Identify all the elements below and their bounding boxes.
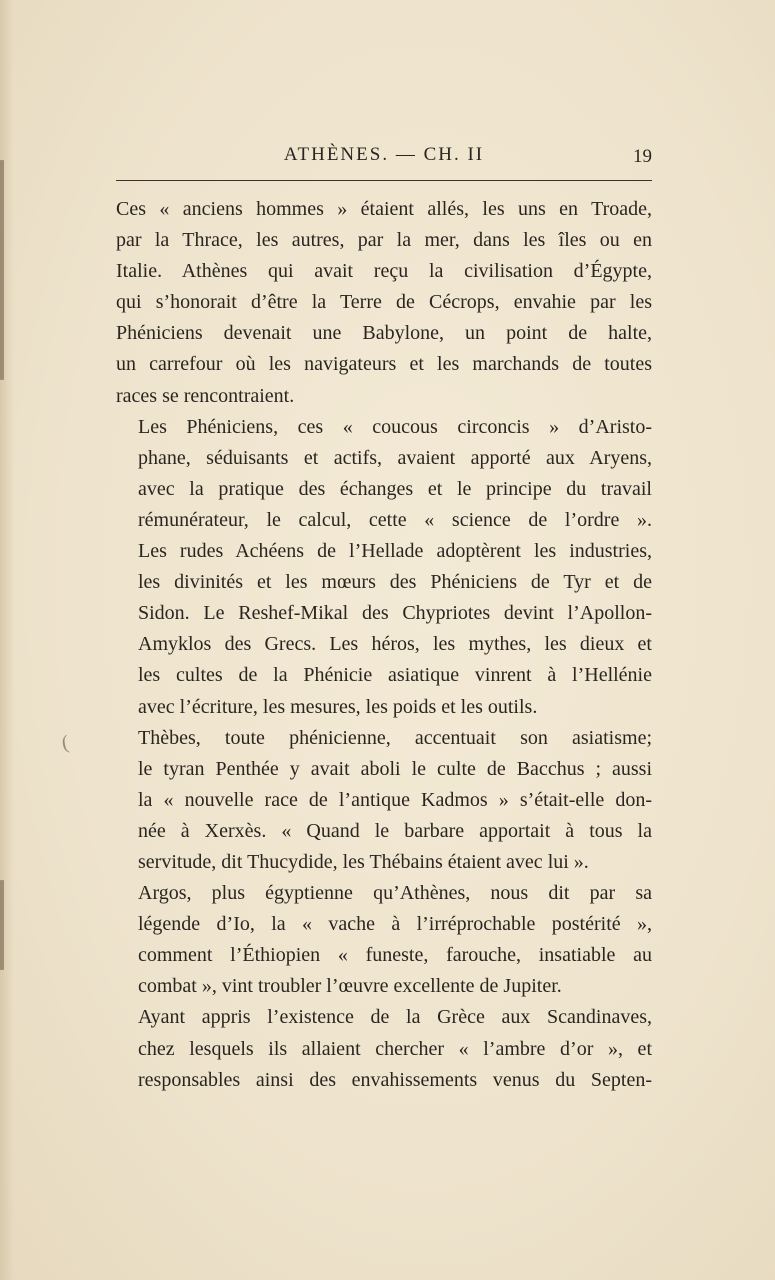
text-line: Ayant appris l’existence de la Grèce aux Scandinaves, — [138, 1006, 652, 1029]
text-line: rémunérateur, le calcul, cette « science de l’ordre ». — [138, 508, 652, 531]
text-line: née à Xerxès. « Quand le barbare apportait à tous la — [138, 819, 652, 842]
paragraph — [116, 723, 652, 878]
text-line: un carrefour où les navigateurs et les marchands de toutes — [116, 353, 652, 376]
text-line: combat », vint troubler l’œuvre excellente de Jupiter. — [138, 975, 562, 998]
text-line: Ces « anciens hommes » étaient allés, les uns en Troade, — [116, 198, 652, 220]
text-line: les divinités et les mœurs des Phéniciens de Tyr et de — [138, 571, 652, 594]
text-line: Sidon. Le Reshef-Mikal des Chypriotes devint l’Apollon- — [138, 602, 652, 625]
body-text — [116, 194, 652, 1096]
header-rule — [116, 180, 652, 181]
text-line: responsables ainsi des envahissements venus du Septen- — [138, 1068, 652, 1091]
text-line: les cultes de la Phénicie asiatique vinrent à l’Hellénie — [138, 664, 652, 687]
text-line: qui s’honorait d’être la Terre de Cécrops, envahie par les — [116, 291, 652, 314]
text-line: Argos, plus égyptienne qu’Athènes, nous dit par sa — [138, 882, 652, 905]
text-line: races se rencontraient. — [116, 384, 295, 407]
page-edge-mark — [0, 160, 4, 380]
text-line: Phéniciens devenait une Babylone, un point de halte, — [116, 322, 652, 345]
page-header — [116, 140, 652, 172]
paragraph — [116, 878, 652, 1002]
text-line: la « nouvelle race de l’antique Kadmos » s’était-elle don- — [138, 788, 652, 811]
text-line: servitude, dit Thucydide, les Thébains étaient avec lui ». — [138, 850, 589, 873]
text-line: Les Phéniciens, ces « coucous circoncis » d’Aristo- — [138, 415, 652, 438]
text-line: Thèbes, toute phénicienne, accentuait son asiatisme; — [138, 726, 652, 749]
running-head: ATHÈNES. — CH. II — [283, 144, 485, 165]
text-line: par la Thrace, les autres, par la mer, dans les îles ou en — [116, 229, 652, 252]
text-line: légende d’Io, la « vache à l’irréprochable postérité », — [138, 913, 652, 936]
text-line: avec la pratique des échanges et le principe du travail — [138, 477, 652, 500]
page-number: 19 — [633, 146, 652, 167]
text-line: Les rudes Achéens de l’Hellade adoptèrent les industries, — [138, 540, 652, 563]
text-line: chez lesquels ils allaient chercher « l’ambre d’or », et — [138, 1037, 652, 1060]
margin-pencil-mark: ( — [60, 731, 71, 755]
text-line: comment l’Éthiopien « funeste, farouche, insatiable au — [138, 944, 652, 967]
paragraph — [116, 1002, 652, 1095]
text-line: Italie. Athènes qui avait reçu la civilisation d’Égypte, — [116, 260, 652, 283]
text-line: Amyklos des Grecs. Les héros, les mythes, les dieux et — [138, 633, 652, 656]
paragraph — [116, 194, 652, 412]
text-line: avec l’écriture, les mesures, les poids et les outils. — [138, 695, 538, 718]
text-line: le tyran Penthée y avait aboli le culte de Bacchus ; aussi — [138, 757, 652, 780]
paragraph — [116, 412, 652, 723]
text-line: phane, séduisants et actifs, avaient apporté aux Aryens, — [138, 446, 652, 469]
page-edge-mark — [0, 880, 4, 970]
